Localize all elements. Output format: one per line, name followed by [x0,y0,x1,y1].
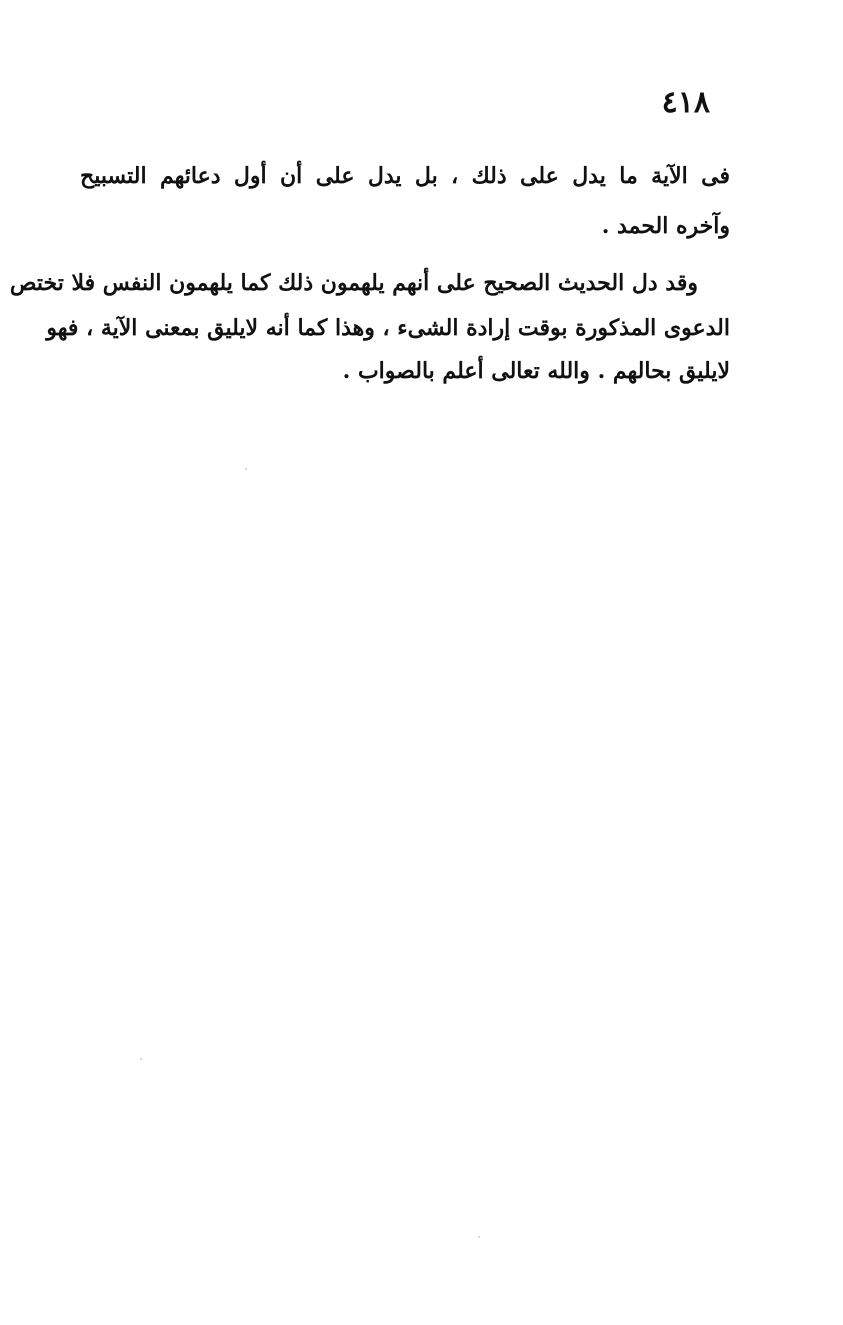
paper-speck [478,1236,480,1238]
text-line: وقد دل الحديث الصحيح على أنهم يلهمون ذلك كما يلهمون النفس فلا تختص [9,270,698,296]
text-line: الدعوى المذكورة بوقت إرادة الشىء ، وهذا كما أنه لايليق بمعنى الآية ، فهو [46,315,730,341]
text-line: وآخره الحمد . [601,213,730,239]
paper-speck [140,1058,142,1060]
paragraph-1 [80,165,730,245]
page-number: ٤١٨ [661,85,710,120]
paragraph-2 [9,270,730,402]
text-line: فى الآية ما يدل على ذلك ، بل يدل على أن أول دعائهم التسبيح [80,163,730,189]
text-line: لايليق بحالهم . والله تعالى أعلم بالصواب . [342,358,730,384]
paper-speck [245,468,247,470]
